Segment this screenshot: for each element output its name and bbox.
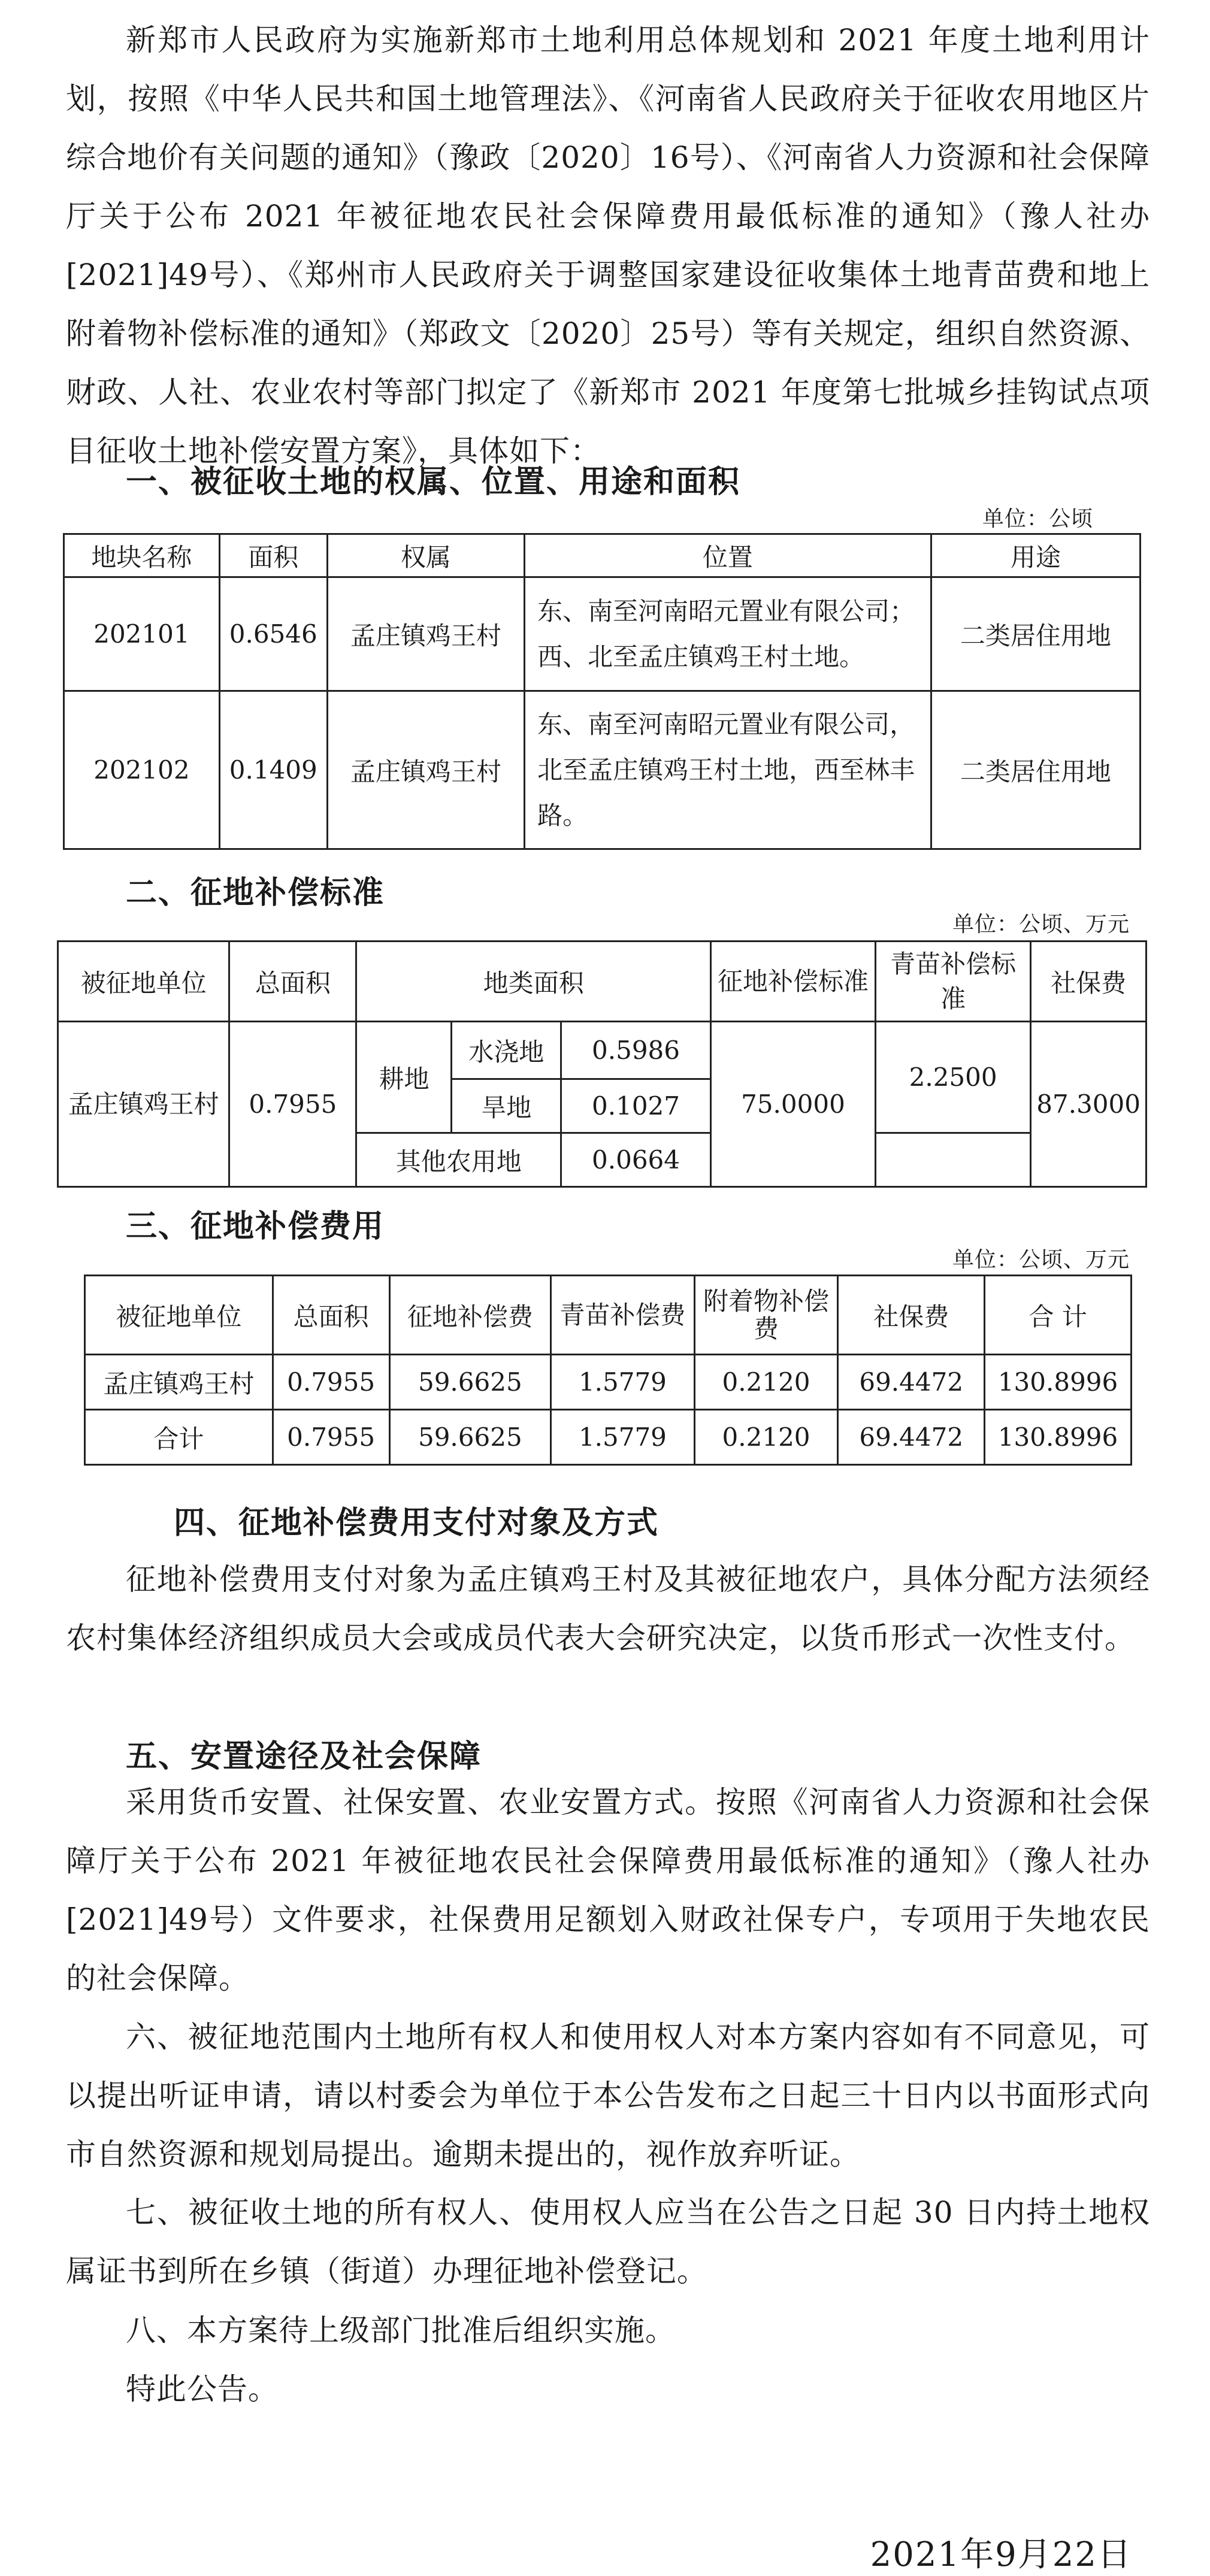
cell-unit: 孟庄镇鸡王村: [85, 1355, 273, 1410]
irrigated-label: 水浇地: [452, 1022, 561, 1079]
section3-unit: 单位：公顷、万元: [952, 1248, 1130, 1272]
other-label: 其他农用地: [356, 1133, 561, 1187]
header-social-fee: 社保费: [1031, 942, 1147, 1022]
parcel-area: 0.6546: [219, 577, 327, 691]
header-ownership: 权属: [327, 534, 524, 577]
header-area: 面积: [219, 534, 327, 577]
unit-name: 孟庄镇鸡王村: [58, 1022, 229, 1187]
dry-label: 旱地: [452, 1079, 561, 1133]
section1-heading: 一、被征收土地的权属、位置、用途和面积: [126, 464, 741, 500]
header-total-area: 总面积: [273, 1276, 389, 1355]
cell-total-area: 0.7955: [273, 1410, 389, 1465]
parcel-location: 东、南至河南昭元置业有限公司，北至孟庄镇鸡王村土地，西至林丰路。: [525, 691, 931, 849]
cell-compensation-fee: 59.6625: [389, 1410, 551, 1465]
section4-text: 征地补偿费用支付对象为孟庄镇鸡王村及其被征地农户，具体分配方法须经农村集体经济组织成员大会或成员代表大会研究决定，以货币形式一次性支付。: [66, 1562, 1150, 1655]
section8-text: 八、本方案待上级部门批准后组织实施。: [126, 2313, 676, 2348]
compensation-standard: 75.0000: [710, 1022, 875, 1187]
header-compensation-fee: 征地补偿费: [389, 1276, 551, 1355]
section7-text: 七、被征收土地的所有权人、使用权人应当在公告之日起 30 日内持土地权属证书到所在乡镇（街道）办理征地补偿登记。: [66, 2195, 1150, 2289]
cell-attachment-fee: 0.2120: [694, 1410, 838, 1465]
header-attachment-fee: 附着物补偿费: [694, 1276, 838, 1355]
parcel-use: 二类居住用地: [931, 691, 1140, 849]
table-row: [64, 691, 1141, 849]
table-row: [85, 1355, 1132, 1410]
header-social-fee: 社保费: [838, 1276, 985, 1355]
cell-total-area: 0.7955: [273, 1355, 389, 1410]
land-ownership-table: [63, 533, 1141, 850]
section3-heading: 三、征地补偿费用: [126, 1209, 385, 1245]
parcel-location: 东、南至河南昭元置业有限公司；西、北至孟庄镇鸡王村土地。: [525, 577, 931, 691]
section1-unit: 单位：公顷: [982, 507, 1094, 531]
parcel-area: 0.1409: [219, 691, 327, 849]
closing-text: 特此公告。: [126, 2372, 279, 2407]
cultivated-label: 耕地: [356, 1022, 452, 1133]
cell-social-fee: 69.4472: [838, 1355, 985, 1410]
dry-area: 0.1027: [561, 1079, 711, 1133]
cell-attachment-fee: 0.2120: [694, 1355, 838, 1410]
header-compensation-standard: 征地补偿标准: [710, 942, 875, 1022]
compensation-cost-table: [84, 1275, 1132, 1466]
intro-paragraph: 新郑市人民政府为实施新郑市土地利用总体规划和 2021 年度土地利用计划，按照《中华人民共和国土地管理法》、《河南省人民政府关于征收农用地区片综合地价有关问题的通知》（豫政〔2020〕16号）、《河南省人力资源和社会保障厅关于公布 2021 年被征地农民社会保障费用最低标准的通知》（豫人社办[2021]49号）、《郑州市人民政府关于调整国家建设征收集体土地青苗费和地上附着物补偿标准的通知》（郑政文〔2020〕25号）等有关规定，组织自然资源、财政、人社、农业农村等部门拟定了《新郑市 2021 年度第七批城乡挂钩试点项目征收土地补偿安置方案》，具体如下：: [66, 23, 1150, 468]
cell-compensation-fee: 59.6625: [389, 1355, 551, 1410]
other-area: 0.0664: [561, 1133, 711, 1187]
header-use: 用途: [931, 534, 1140, 577]
section5-text: 采用货币安置、社保安置、农业安置方式。按照《河南省人力资源和社会保障厅关于公布 2021 年被征地农民社会保障费用最低标准的通知》（豫人社办[2021]49号）文件要求，社保费用足额划入财政社保专户，专项用于失地农民的社会保障。: [66, 1785, 1150, 1996]
header-location: 位置: [525, 534, 931, 577]
parcel-owner: 孟庄镇鸡王村: [327, 577, 524, 691]
cell-social-fee: 69.4472: [838, 1410, 985, 1465]
header-land-type-area: 地类面积: [356, 942, 711, 1022]
parcel-name: 202102: [64, 691, 220, 849]
parcel-name: 202101: [64, 577, 220, 691]
table-row: [64, 577, 1141, 691]
header-parcel-name: 地块名称: [64, 534, 220, 577]
cell-total: 130.8996: [985, 1355, 1132, 1410]
header-total-area: 总面积: [229, 942, 356, 1022]
compensation-standard-table: [57, 940, 1147, 1188]
table-row: [85, 1410, 1132, 1465]
cell-crop-fee: 1.5779: [551, 1355, 695, 1410]
section2-heading: 二、征地补偿标准: [126, 875, 385, 911]
document-date: 2021年9月22日: [870, 2535, 1132, 2574]
header-unit-name: 被征地单位: [85, 1276, 273, 1355]
total-area: 0.7955: [229, 1022, 356, 1187]
cell-total: 130.8996: [985, 1410, 1132, 1465]
cell-crop-fee: 1.5779: [551, 1410, 695, 1465]
crop-standard: 2.2500: [875, 1022, 1030, 1133]
crop-standard-empty: [875, 1133, 1030, 1187]
header-crop-fee: 青苗补偿费: [551, 1276, 695, 1355]
section2-unit: 单位：公顷、万元: [952, 912, 1130, 937]
social-fee: 87.3000: [1031, 1022, 1147, 1187]
cell-unit: 合计: [85, 1410, 273, 1465]
section5-heading: 五、安置途径及社会保障: [126, 1739, 482, 1775]
header-unit-name: 被征地单位: [58, 942, 229, 1022]
section4-heading: 四、征地补偿费用支付对象及方式: [174, 1505, 660, 1541]
header-total: 合 计: [985, 1276, 1132, 1355]
header-crop-standard: 青苗补偿标准: [875, 942, 1030, 1022]
parcel-use: 二类居住用地: [931, 577, 1140, 691]
section6-text: 六、被征地范围内土地所有权人和使用权人对本方案内容如有不同意见，可以提出听证申请，请以村委会为单位于本公告发布之日起三十日内以书面形式向市自然资源和规划局提出。逾期未提出的，视作放弃听证。: [66, 2020, 1150, 2172]
parcel-owner: 孟庄镇鸡王村: [327, 691, 524, 849]
irrigated-area: 0.5986: [561, 1022, 711, 1079]
